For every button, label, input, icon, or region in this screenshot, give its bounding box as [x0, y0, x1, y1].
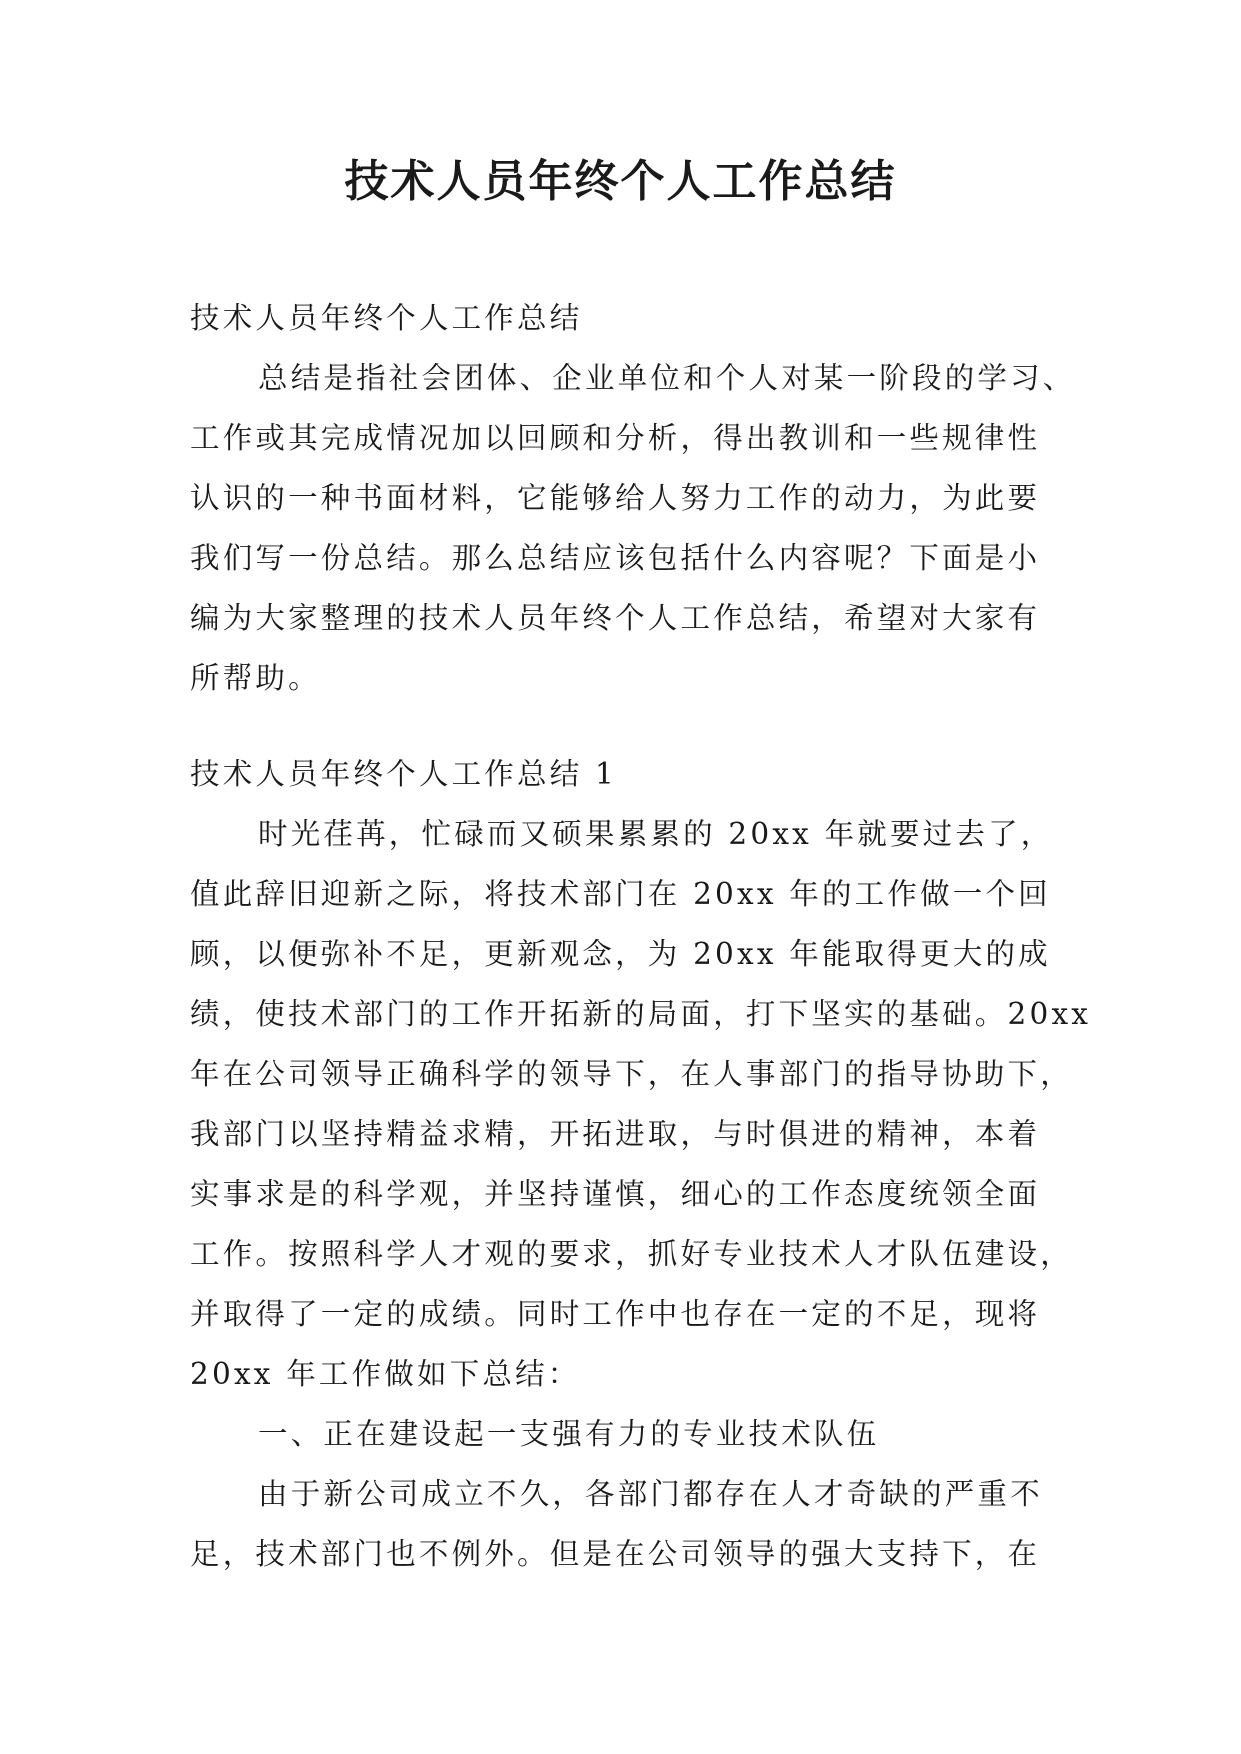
paragraph-line: 由于新公司成立不久，各部门都存在人才奇缺的严重不 — [258, 1477, 1043, 1511]
paragraph-line: 我们写一份总结。那么总结应该包括什么内容呢？下面是小 — [190, 541, 1041, 575]
paragraph-line: 年在公司领导正确科学的领导下，在人事部门的指导协助下， — [190, 1057, 1073, 1091]
paragraph-line: 并取得了一定的成绩。同时工作中也存在一定的不足，现将 — [190, 1297, 1041, 1331]
intro-paragraph — [190, 348, 1076, 708]
point-heading: 一、正在建设起一支强有力的专业技术队伍 — [258, 1417, 880, 1451]
document-title: 技术人员年终个人工作总结 — [344, 156, 897, 207]
paragraph-line: 编为大家整理的技术人员年终个人工作总结，希望对大家有 — [190, 601, 1041, 635]
paragraph-line: 工作。按照科学人才观的要求，抓好专业技术人才队伍建设， — [190, 1237, 1073, 1271]
paragraph-line: 绩，使技术部门的工作开拓新的局面，打下坚实的基础。20xx — [190, 997, 1092, 1031]
section-spacer — [190, 708, 1052, 744]
document-body — [190, 288, 1092, 1584]
paragraph-line: 工作或其完成情况加以回顾和分析，得出教训和一些规律性 — [190, 421, 1041, 455]
paragraph-line: 我部门以坚持精益求精，开拓进取，与时俱进的精神，本着 — [190, 1117, 1041, 1151]
section-heading: 技术人员年终个人工作总结 1 — [190, 757, 617, 791]
paragraph-line: 值此辞旧迎新之际，将技术部门在 20xx 年的工作做一个回 — [190, 877, 1051, 911]
subtitle: 技术人员年终个人工作总结 — [190, 301, 583, 335]
paragraph-line: 总结是指社会团体、企业单位和个人对某一阶段的学习、 — [258, 361, 1076, 395]
paragraph-line: 认识的一种书面材料，它能够给人努力工作的动力，为此要 — [190, 481, 1041, 515]
paragraph-line: 足，技术部门也不例外。但是在公司领导的强大支持下，在 — [190, 1537, 1041, 1571]
paragraph-line: 顾，以便弥补不足，更新观念，为 20xx 年能取得更大的成 — [190, 937, 1051, 971]
point1-paragraph — [190, 1464, 1052, 1584]
paragraph-line: 时光荏苒，忙碌而又硕果累累的 20xx 年就要过去了， — [258, 817, 1054, 851]
section1-paragraph — [190, 804, 1092, 1404]
paragraph-line: 20xx 年工作做如下总结： — [190, 1357, 581, 1391]
paragraph-line: 实事求是的科学观，并坚持谨慎，细心的工作态度统领全面 — [190, 1177, 1041, 1211]
paragraph-line: 所帮助。 — [190, 661, 321, 695]
